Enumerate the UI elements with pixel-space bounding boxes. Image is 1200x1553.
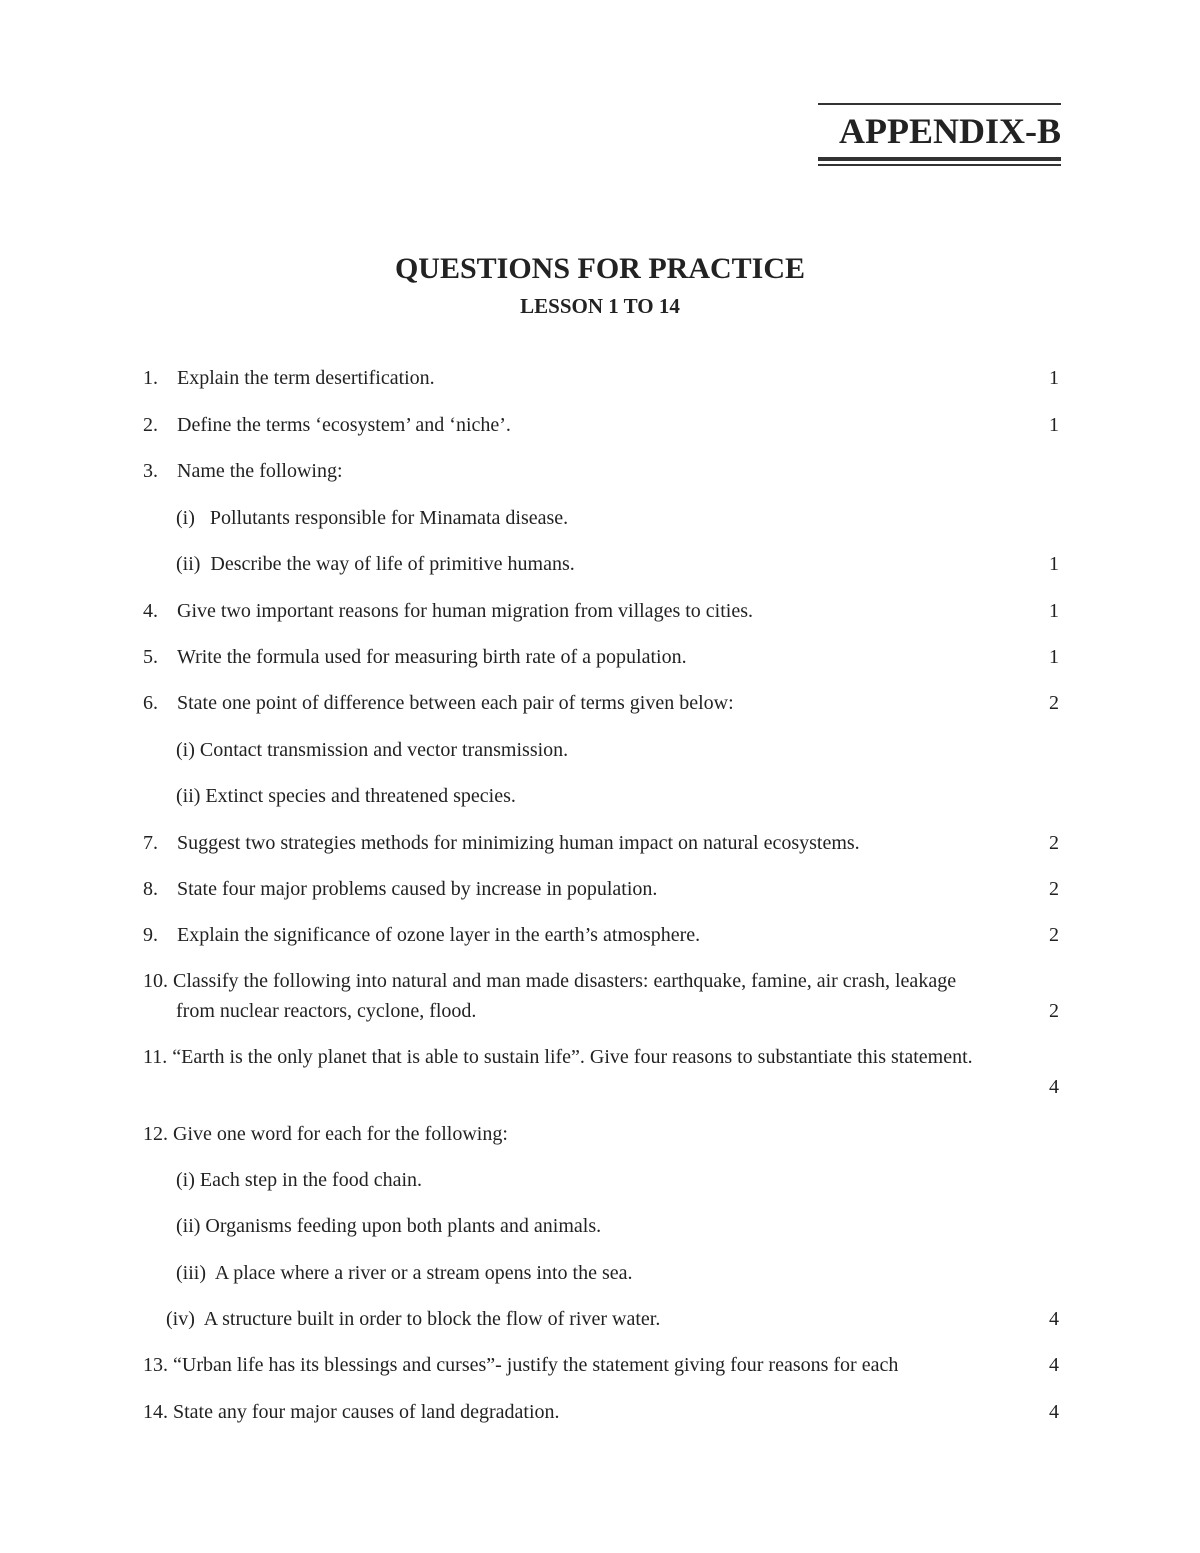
question-number: 14.	[143, 1401, 168, 1423]
question-10	[143, 967, 1059, 995]
question-text: State one point of difference between each pair of terms given below:	[177, 692, 734, 714]
question-marks: 1	[1049, 646, 1059, 668]
part-text: (iii) A place where a river or a stream opens into the sea.	[176, 1262, 633, 1284]
question-text: State any four major causes of land degradation.	[173, 1401, 560, 1423]
question-number: 4.	[143, 600, 158, 622]
question-number: 13.	[143, 1354, 168, 1376]
question-number: 12.	[143, 1123, 168, 1145]
question-9	[143, 921, 1059, 949]
question-12-part-iv	[166, 1305, 1059, 1333]
question-3-part-i	[176, 504, 1059, 532]
question-text: Define the terms ‘ecosystem’ and ‘niche’.	[177, 414, 511, 436]
question-text: “Earth is the only planet that is able to sustain life”. Give four reasons to substantiate this statement.	[172, 1046, 973, 1068]
question-3-part-ii	[176, 550, 1059, 578]
question-4	[143, 597, 1059, 625]
part-text: (i) Each step in the food chain.	[176, 1169, 423, 1191]
question-10-continued	[176, 997, 1059, 1025]
question-text: Give one word for each for the following:	[173, 1123, 508, 1145]
question-6-part-ii	[176, 782, 1059, 810]
question-text-continued: from nuclear reactors, cyclone, flood.	[176, 1000, 477, 1022]
question-text: Name the following:	[177, 460, 343, 482]
part-text: (iv) A structure built in order to block the flow of river water.	[166, 1308, 661, 1330]
page-title: QUESTIONS FOR PRACTICE	[394, 252, 806, 285]
question-number: 8.	[143, 878, 158, 900]
question-6-part-i	[176, 736, 1059, 764]
question-11	[143, 1043, 1059, 1071]
question-12-part-ii	[176, 1212, 1059, 1240]
question-7	[143, 829, 1059, 857]
part-text: (i) Pollutants responsible for Minamata disease.	[176, 507, 569, 529]
question-marks: 4	[1049, 1354, 1059, 1376]
question-2	[143, 411, 1059, 439]
question-12-part-i	[176, 1166, 1059, 1194]
question-number: 1.	[143, 367, 158, 389]
question-marks: 1	[1049, 553, 1059, 575]
question-number: 6.	[143, 692, 158, 714]
question-6	[143, 689, 1059, 717]
question-text: Classify the following into natural and man made disasters: earthquake, famine, air crash, leakage	[173, 970, 957, 992]
part-text: (i) Contact transmission and vector transmission.	[176, 739, 569, 761]
question-number: 3.	[143, 460, 158, 482]
question-text: “Urban life has its blessings and curses”- justify the statement giving four reasons for each	[173, 1354, 899, 1376]
question-8	[143, 875, 1059, 903]
question-number: 5.	[143, 646, 158, 668]
bottom-rule-thick	[818, 157, 1061, 161]
question-marks: 1	[1049, 600, 1059, 622]
part-text: (ii) Organisms feeding upon both plants and animals.	[176, 1215, 602, 1237]
question-13	[143, 1351, 1059, 1379]
question-marks: 4	[1049, 1308, 1059, 1330]
question-5	[143, 643, 1059, 671]
question-12	[143, 1120, 1059, 1148]
question-marks: 1	[1049, 367, 1059, 389]
question-text: Suggest two strategies methods for minimizing human impact on natural ecosystems.	[177, 832, 860, 854]
question-marks: 2	[1049, 832, 1059, 854]
question-marks: 2	[1049, 692, 1059, 714]
bottom-rule-thin	[818, 164, 1061, 166]
question-number: 2.	[143, 414, 158, 436]
question-marks: 4	[1049, 1401, 1059, 1423]
question-12-part-iii	[176, 1259, 1059, 1287]
part-text: (ii) Extinct species and threatened species.	[176, 785, 516, 807]
appendix-header	[818, 103, 1061, 166]
question-text: Give two important reasons for human migration from villages to cities.	[177, 600, 753, 622]
question-text: Explain the significance of ozone layer in the earth’s atmosphere.	[177, 924, 701, 946]
question-marks: 4	[1049, 1076, 1059, 1098]
question-marks: 2	[1049, 1000, 1059, 1022]
question-marks: 1	[1049, 414, 1059, 436]
question-1	[143, 364, 1059, 392]
question-number: 9.	[143, 924, 158, 946]
question-14	[143, 1398, 1059, 1426]
question-text: Write the formula used for measuring birth rate of a population.	[177, 646, 687, 668]
question-marks: 2	[1049, 878, 1059, 900]
question-text: Explain the term desertification.	[177, 367, 435, 389]
question-number: 11.	[143, 1046, 168, 1068]
question-number: 7.	[143, 832, 158, 854]
question-marks: 2	[1049, 924, 1059, 946]
page-subtitle: LESSON 1 TO 14	[520, 294, 680, 318]
question-text: State four major problems caused by increase in population.	[177, 878, 658, 900]
question-number: 10.	[143, 970, 168, 992]
question-11-marks-line	[143, 1073, 1059, 1101]
appendix-title: APPENDIX-B	[839, 111, 1061, 151]
part-text: (ii) Describe the way of life of primitive humans.	[176, 553, 575, 575]
question-3	[143, 457, 1059, 485]
